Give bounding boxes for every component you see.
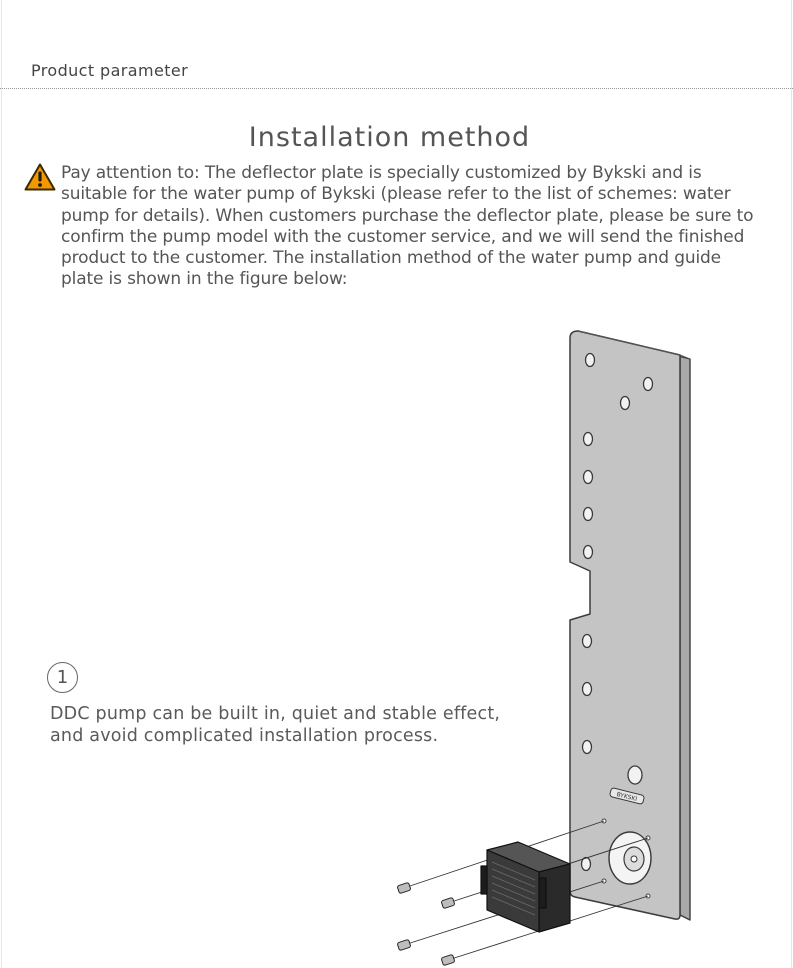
page-border-right [791,0,792,968]
section-label: Product parameter [31,61,189,80]
page-title: Installation method [248,122,531,153]
plate-label: BYKSKI [615,791,638,803]
notice-text: Pay attention to: The deflector plate is specially customized by Bykski and is suitable for the water pump of Bykski (please refer to the list of schemes: water pump for details). When customers purchase the deflector plate, please be sure to confirm the pump model with the customer service, and we will send the finished product to the customer. The installation method of the water pump and guide plate is shown in the figure below: [61,163,754,290]
deflector-plate [570,331,680,919]
section-divider [0,88,793,89]
warning-icon [24,163,56,191]
step-number: 1 [47,662,78,693]
ddc-pump [481,842,570,932]
step-description: DDC pump can be built in, quiet and stable effect, and avoid complicated installation process. [50,704,501,746]
installation-figure [390,318,700,968]
